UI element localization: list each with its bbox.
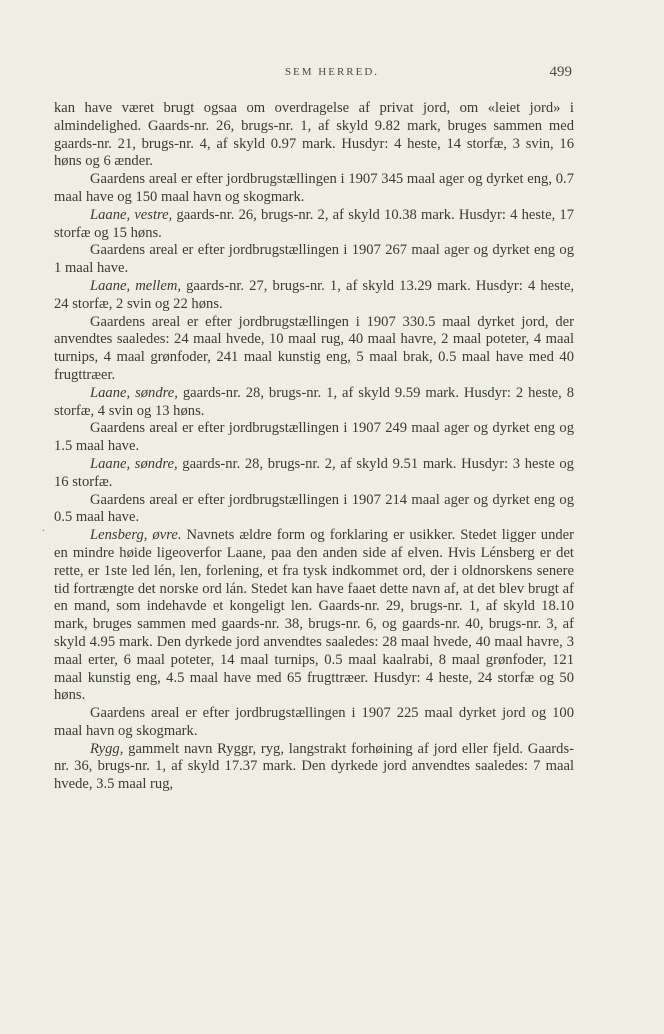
- paragraph: [54, 741, 574, 794]
- paragraph-text: Navnets ældre form og forklaring er usikker. Stedet ligger under en mindre høide ligeoverfor Laane, paa den anden side af elven. Hvis Lénsberg er det rette, er 1ste led lén, len, forlening, et fra tysk indkommet ord, der i oldnorskens senere tid fortrængte det norske ord lán. Stedet kan have faaet dette navn af, at det blev brugt af en mand, som indehavde et kongeligt len. Gaards-nr. 29, brugs-nr. 1, af skyld 18.10 mark, bruges sammen med gaards-nr. 38, brugs-nr. 6, og gaards-nr. 40, brugs-nr. 3, af skyld 4.95 mark. Den dyrkede jord anvendtes saaledes: 28 maal hvede, 40 maal havre, 3 maal erter, 6 maal poteter, 14 maal turnips, 0.5 maal kaalrabi, 8 maal grønfoder, 121 maal kunstig eng, 4.5 maal have med 65 frugttræer. Husdyr: 4 heste, 24 storfæ og 50 høns.: [54, 527, 574, 704]
- farm-name: Laane, vestre,: [90, 206, 173, 223]
- farm-name: Laane, søndre,: [90, 384, 178, 401]
- paragraph: [54, 314, 574, 385]
- paragraph: [54, 705, 574, 741]
- page-number: 499: [549, 64, 572, 80]
- farm-name: Laane, søndre,: [90, 455, 178, 472]
- paragraph-text: Gaardens areal er efter jordbrugstællingen i 1907 225 maal dyrket jord og 100 maal havn og skogmark.: [54, 705, 574, 739]
- paragraph-text: gaards-nr. 27, brugs-nr. 1, af skyld 13.29 mark. Husdyr: 4 heste, 24 storfæ, 2 svin og 22 høns.: [54, 277, 574, 312]
- paragraph-text: Gaardens areal er efter jordbrugstællingen i 1907 345 maal ager og dyrket eng, 0.7 maal have og 150 maal havn og skogmark.: [54, 171, 574, 205]
- paragraph: [54, 492, 574, 528]
- paragraph-text: kan have været brugt ogsaa om overdragelse af privat jord, om «leiet jord» i almindelighed. Gaards-nr. 26, brugs-nr. 1, af skyld 9.82 mark, bruges sammen med gaards-nr. 21, brugs-nr. 4, af skyld 0.97 mark. Husdyr: 4 heste, 14 storfæ, 3 svin, 16 høns og 6 ænder.: [54, 100, 574, 170]
- body-text: [54, 100, 574, 794]
- paragraph-text: Gaardens areal er efter jordbrugstællingen i 1907 214 maal ager og dyrket eng og 0.5 maal have.: [54, 491, 574, 526]
- paragraph-text: Gaardens areal er efter jordbrugstællingen i 1907 249 maal ager og dyrket eng og 1.5 maal have.: [54, 420, 574, 455]
- paragraph: [54, 100, 574, 171]
- farm-name: Rygg,: [90, 740, 124, 757]
- farm-name: Lensberg, øvre.: [90, 527, 182, 544]
- paragraph-text: gaards-nr. 26, brugs-nr. 2, af skyld 10.38 mark. Husdyr: 4 heste, 17 storfæ og 15 høns.: [54, 206, 574, 241]
- paragraph-text: gammelt navn Ryggr, ryg, langstrakt forhøining af jord eller fjeld. Gaards-nr. 36, brugs-nr. 1, af skyld 17.37 mark. Den dyrkede jord anvendtes saaledes: 7 maal hvede, 3.5 maal rug,: [54, 740, 574, 793]
- paragraph: [54, 527, 574, 705]
- paragraph: [54, 171, 574, 207]
- paragraph-text: Gaardens areal er efter jordbrugstællingen i 1907 330.5 maal dyrket jord, der anvendtes saaledes: 24 maal hvede, 10 maal rug, 40 maal havre, 2 maal poteter, 4 maal turnips, 4 maal grønfoder, 241 maal kunstig eng, 5 maal brak, 0.5 maal have med 40 frugttræer.: [54, 313, 574, 383]
- paragraph: [54, 420, 574, 456]
- paragraph: [54, 385, 574, 421]
- margin-mark: .: [42, 520, 45, 534]
- paragraph: [54, 242, 574, 278]
- paragraph: [54, 207, 574, 243]
- paragraph: [54, 456, 574, 492]
- farm-name: Laane, mellem,: [90, 277, 182, 294]
- paragraph-text: gaards-nr. 28, brugs-nr. 1, af skyld 9.59 mark. Husdyr: 2 heste, 8 storfæ, 4 svin og 13 høns.: [54, 384, 574, 419]
- paragraph-text: gaards-nr. 28, brugs-nr. 2, af skyld 9.51 mark. Husdyr: 3 heste og 16 storfæ.: [54, 455, 574, 490]
- paragraph: [54, 278, 574, 314]
- running-header: SEM HERRED.: [284, 66, 380, 78]
- paragraph-text: Gaardens areal er efter jordbrugstællingen i 1907 267 maal ager og dyrket eng og 1 maal have.: [54, 242, 574, 277]
